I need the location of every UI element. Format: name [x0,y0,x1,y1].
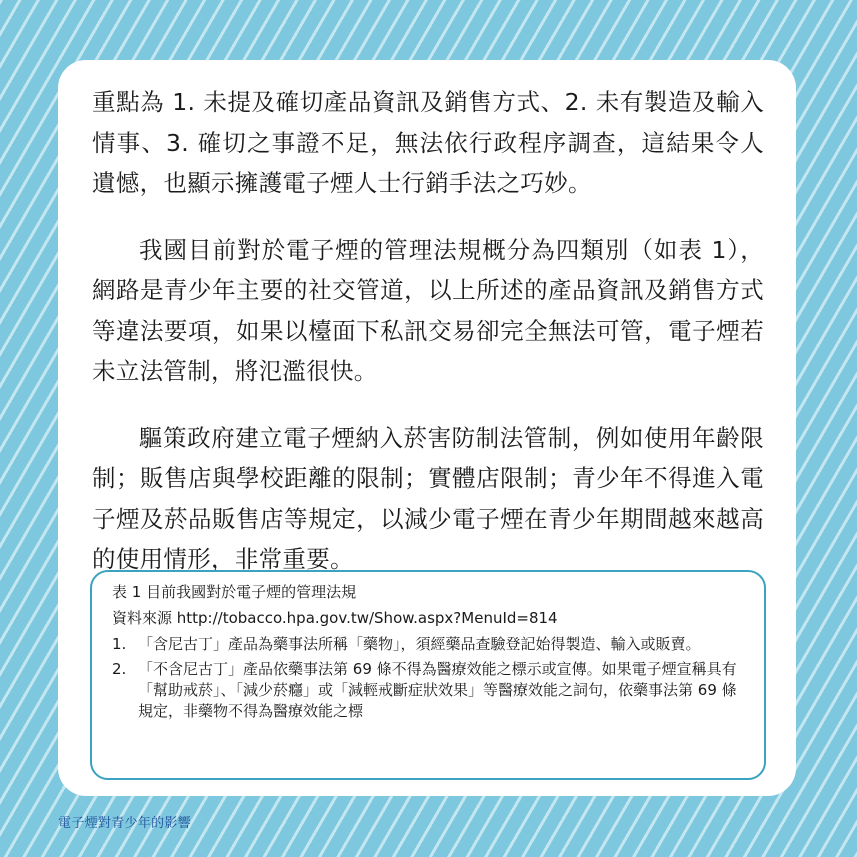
table-item [112,659,744,722]
regulation-table-box [90,570,766,780]
page-footer-title: 電子煙對青少年的影響 [58,816,192,831]
table-item-number: 1. [112,635,127,653]
table-item [112,634,744,655]
content-card [58,60,796,796]
table-source: 資料來源 http://tobacco.hpa.gov.tw/Show.aspx?MenuId=814 [112,609,558,627]
table-item-number: 2. [112,660,127,678]
paragraph-1: 重點為 1. 未提及確切產品資訊及銷售方式、2. 未有製造及輸入情事、3. 確切之事證不足，無法依行政程序調查，這結果令人遺憾，也顯示擁護電子煙人士行銷手法之巧妙。 [92,88,764,197]
table-item-text: 「不含尼古丁」產品依藥事法第 69 條不得為醫療效能之標示或宣傳。如果電子煙宣稱具有「幫助戒菸」、「減少菸癮」或「減輕戒斷症狀效果」等醫療效能之詞句，依藥事法第 69 條規定，非藥物不得為醫療效能之標 [138,660,737,720]
paragraph-3: 驅策政府建立電子煙納入菸害防制法管制，例如使用年齡限制；販售店與學校距離的限制；實體店限制；青少年不得進入電子煙及菸品販售店等規定，以減少電子煙在青少年期間越來越高的使用情形，非常重要。 [92,423,764,573]
paragraph-2: 我國目前對於電子煙的管理法規概分為四類別（如表 1），網路是青少年主要的社交管道，以上所述的產品資訊及銷售方式等違法要項，如果以檯面下私訊交易卻完全無法可管，電子煙若未立法管制，將氾濫很快。 [92,235,764,385]
table-title: 表 1 目前我國對於電子煙的管理法規 [112,583,357,601]
table-item-text: 「含尼古丁」產品為藥事法所稱「藥物」，須經藥品查驗登記始得製造、輸入或販賣。 [138,635,701,653]
